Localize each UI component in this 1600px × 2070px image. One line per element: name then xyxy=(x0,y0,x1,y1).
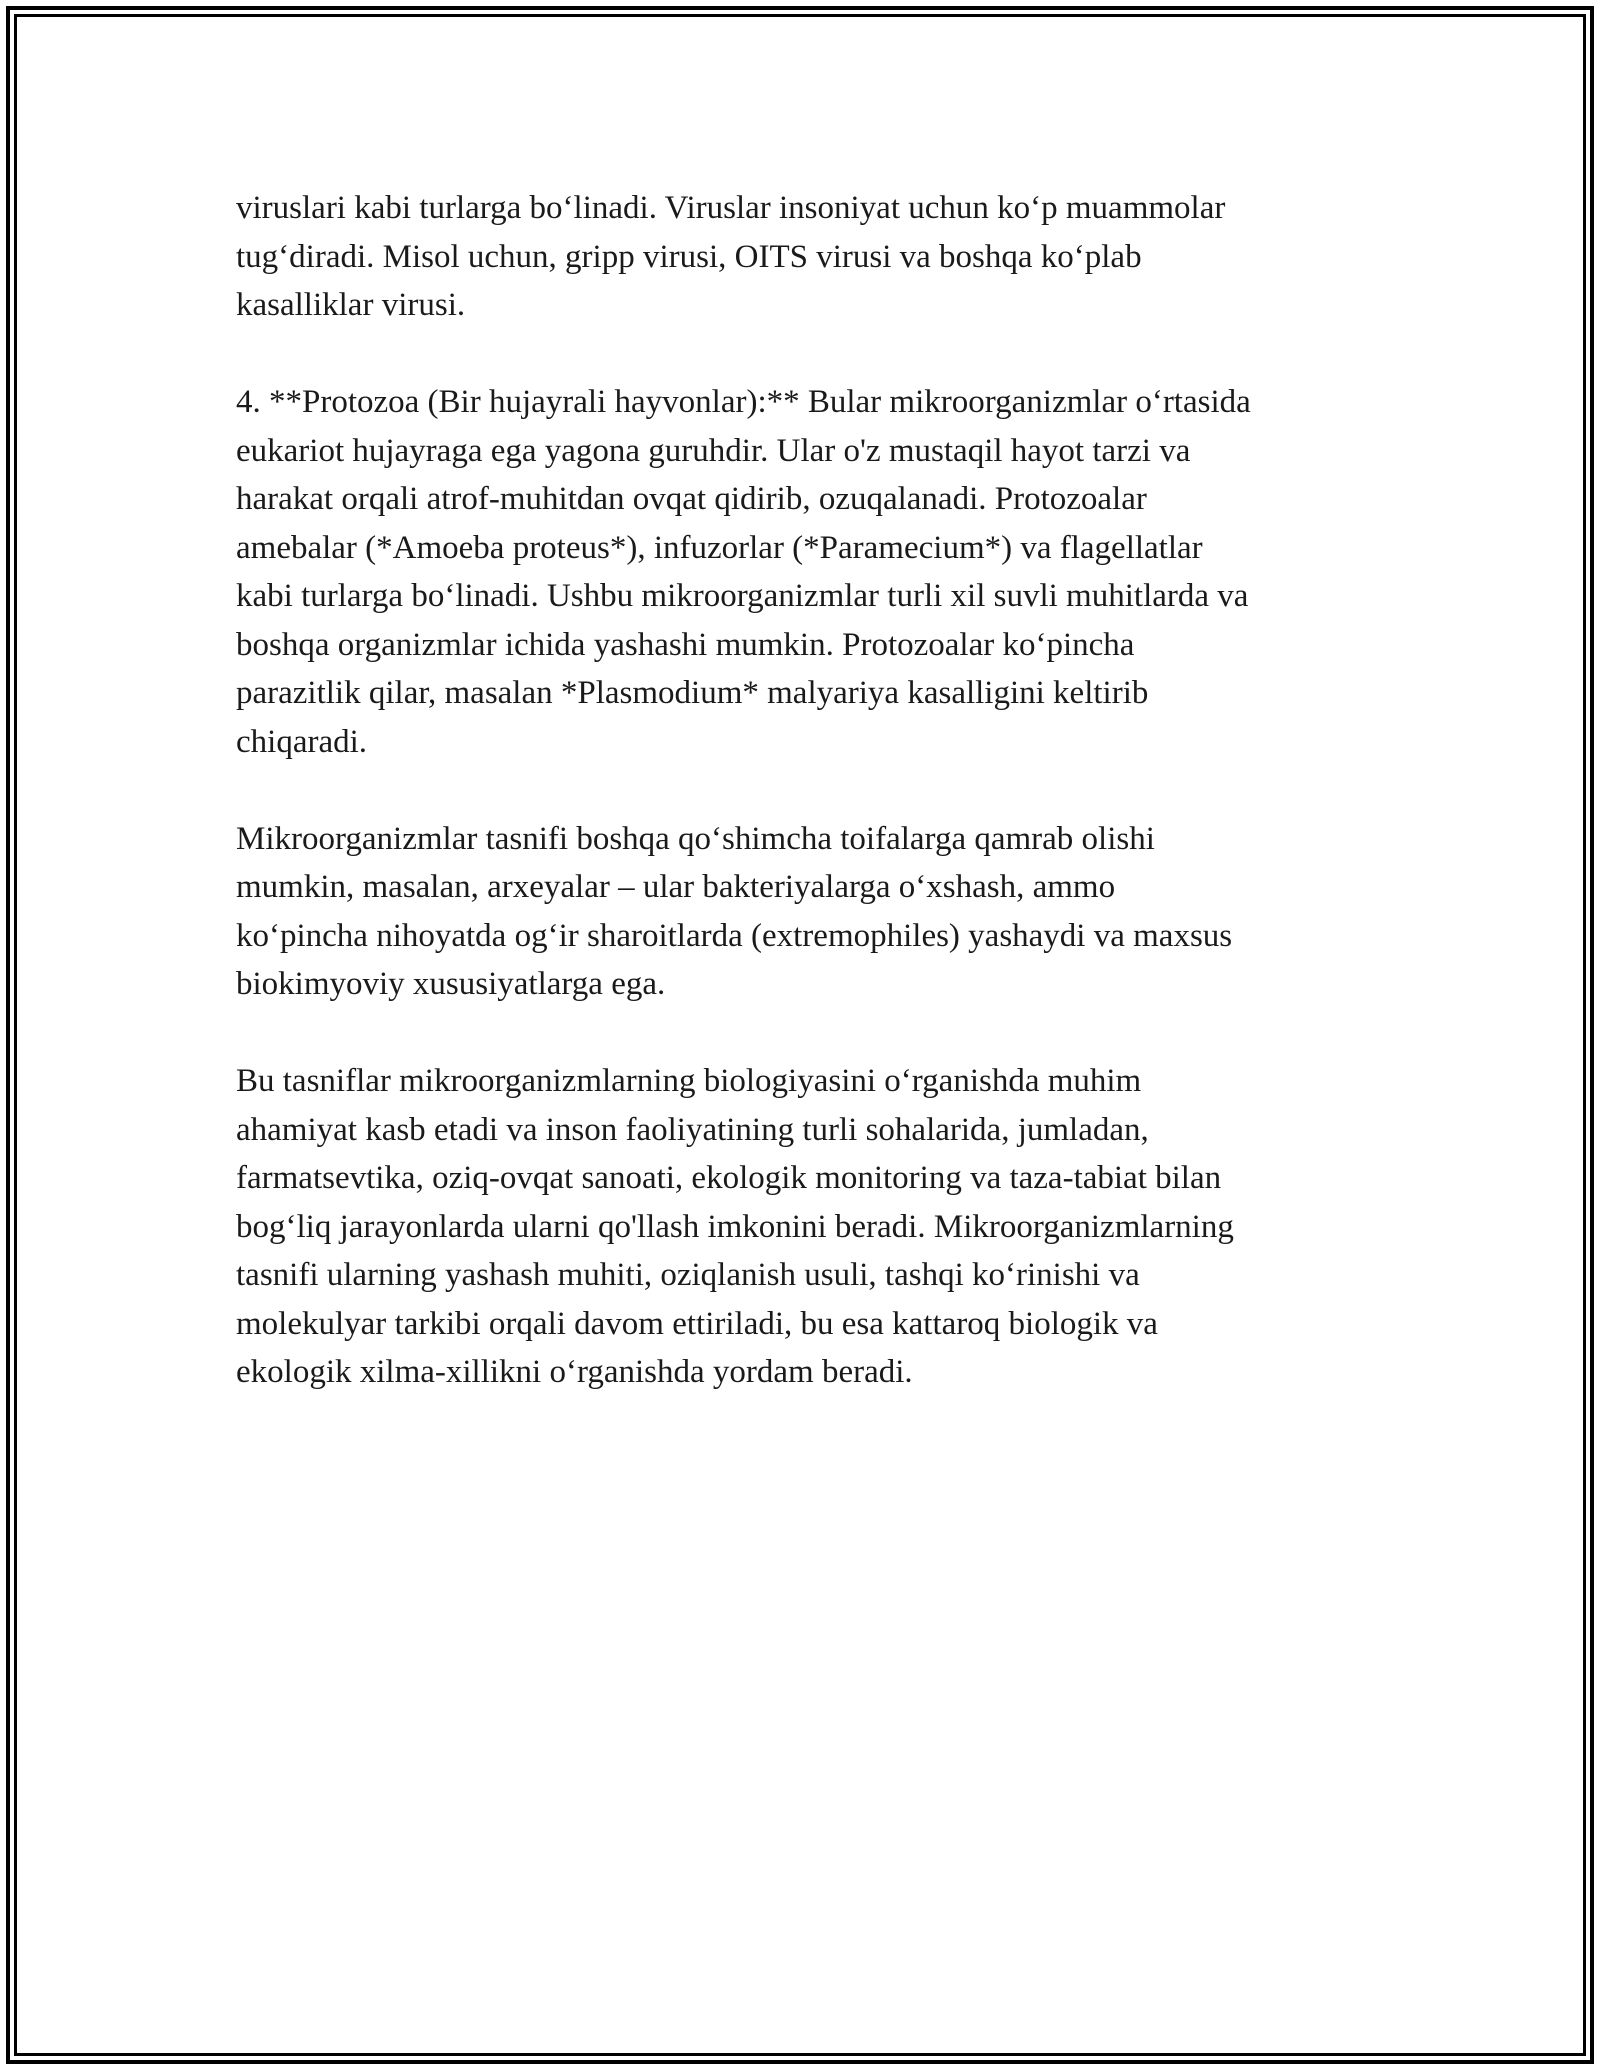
paragraph-protozoa: 4. **Protozoa (Bir hujayrali hayvonlar):** Bular mikroorganizmlar o‘rtasida eukariot hujayraga ega yagona guruhdir. Ular o'z mustaqil hayot tarzi va harakat orqali atrof-muhitdan ovqat qidirib, ozuqalanadi. Protozoalar amebalar (*Amoeba proteus*), infuzorlar (*Paramecium*) va flagellatlar kabi turlarga bo‘linadi. Ushbu mikroorganizmlar turli xil suvli muhitlarda va boshqa organizmlar ichida yashashi mumkin. Protozoalar ko‘pincha parazitlik qilar, masalan *Plasmodium* malyariya kasalligini keltirib chiqaradi. xyxy=(236,384,1251,760)
document-body xyxy=(236,184,1386,1445)
paragraph-viruses-end: viruslari kabi turlarga bo‘linadi. Viruslar insoniyat uchun ko‘p muammolar tug‘diradi. Misol uchun, gripp virusi, OITS virusi va boshqa ko‘plab kasalliklar virusi. xyxy=(236,190,1226,323)
paragraph-conclusion: Bu tasniflar mikroorganizmlarning biologiyasini o‘rganishda muhim ahamiyat kasb etadi va inson faoliyatining turli sohalarida, jumladan, farmatsevtika, oziq-ovqat sanoati, ekologik monitoring va taza-tabiat bilan bog‘liq jarayonlarda ularni qo'llash imkonini beradi. Mikroorganizmlarning tasnifi ularning yashash muhiti, oziqlanish usuli, tashqi ko‘rinishi va molekulyar tarkibi orqali davom ettiriladi, bu esa kattaroq biologik va ekologik xilma-xillikni o‘rganishda yordam beradi. xyxy=(236,1063,1234,1390)
paragraph-archaea: Mikroorganizmlar tasnifi boshqa qo‘shimcha toifalarga qamrab olishi mumkin, masalan, arxeyalar – ular bakteriyalarga o‘xshash, ammo ko‘pincha nihoyatda og‘ir sharoitlarda (extremophiles) yashaydi va maxsus biokimyoviy xususiyatlarga ega. xyxy=(236,820,1233,1002)
